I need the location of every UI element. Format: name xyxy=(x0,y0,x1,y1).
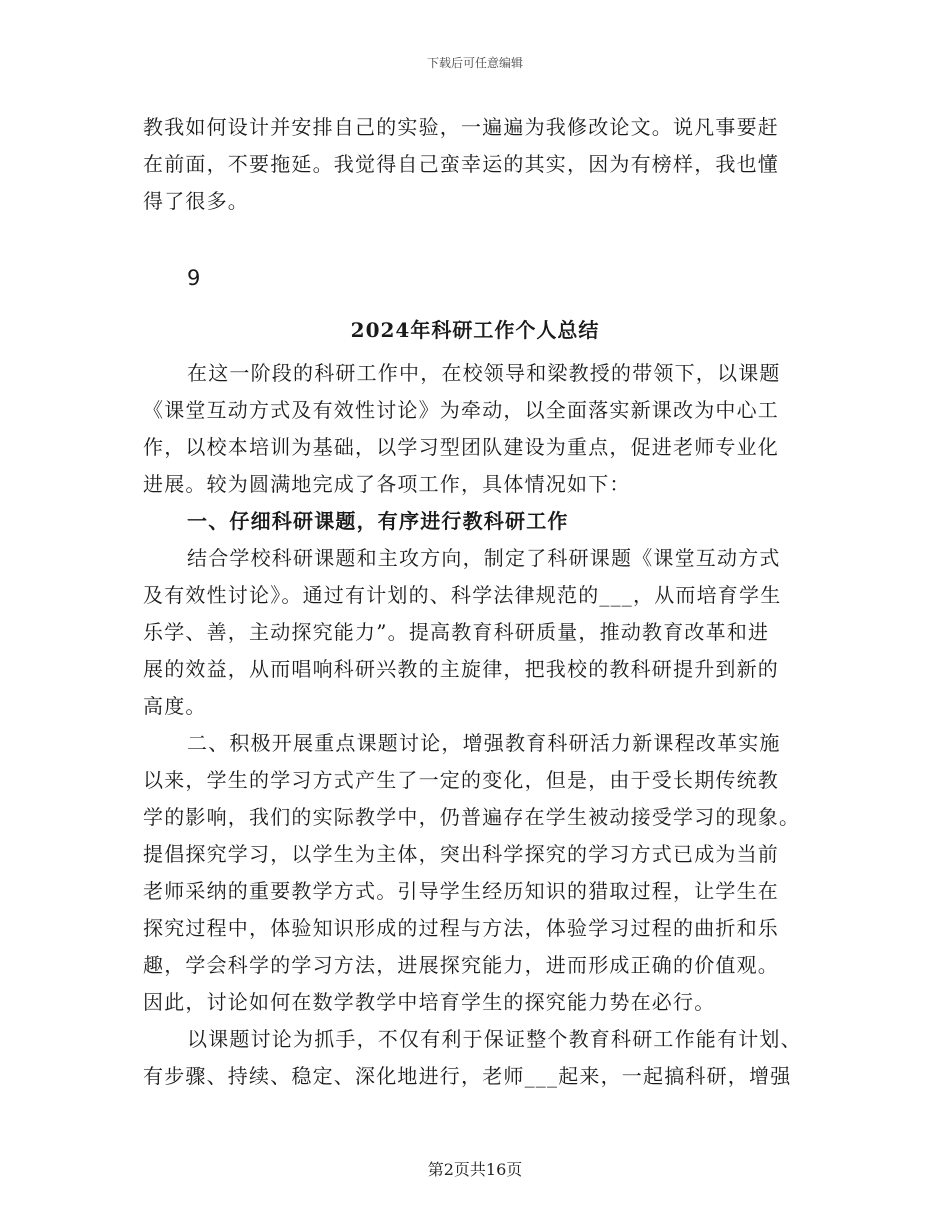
section-heading: 一、仔细科研课题，有序进行教科研工作 xyxy=(187,509,569,533)
text-line: 探究过程中，体验知识形成的过程与方法，体验学习过程的曲折和乐 xyxy=(143,916,779,940)
text-line: 趣，学会科学的学习方法，进展探究能力，进而形成正确的价值观。 xyxy=(143,953,779,977)
document-title: 2024年科研工作个人总结 xyxy=(350,318,600,342)
text-line: 在前面，不要拖延。我觉得自己蛮幸运的其实，因为有榜样，我也懂 xyxy=(143,152,779,176)
page-header: 下载后可任意编辑 xyxy=(426,56,523,70)
text-line: 学的影响，我们的实际教学中，仍普遍存在学生被动接受学习的现象。 xyxy=(143,805,801,829)
text-line: 以来，学生的学习方式产生了一定的变化，但是，由于受长期传统教 xyxy=(143,768,779,792)
text-line: 高度。 xyxy=(143,694,207,718)
text-line: 得了很多。 xyxy=(143,189,249,213)
text-line: 老师采纳的重要教学方式。引导学生经历知识的猎取过程，让学生在 xyxy=(143,879,779,903)
text-line: 有步骤、持续、稳定、深化地进行，老师___起来，一起搞科研，增强 xyxy=(143,1064,792,1088)
text-line: 因此，讨论如何在数学教学中培育学生的探究能力势在必行。 xyxy=(143,990,716,1014)
text-line: 展的效益，从而唱响科研兴教的主旋律，把我校的教科研提升到新的 xyxy=(143,657,779,681)
text-line: 作，以校本培训为基础，以学习型团队建设为重点，促进老师专业化 xyxy=(143,435,779,459)
text-line: 《课堂互动方式及有效性讨论》为牵动，以全面落实新课改为中心工 xyxy=(143,398,779,422)
text-line: 教我如何设计并安排自己的实验，一遍遍为我修改论文。说凡事要赶 xyxy=(143,115,779,139)
text-line: 二、积极开展重点课题讨论，增强教育科研活力新课程改革实施 xyxy=(187,731,781,755)
text-line: 提倡探究学习，以学生为主体，突出科学探究的学习方式已成为当前 xyxy=(143,842,779,866)
text-line: 在这一阶段的科研工作中，在校领导和梁教授的带领下，以课题 xyxy=(187,361,781,385)
section-number: 9 xyxy=(187,266,201,290)
text-line: 乐学、善，主动探究能力”。提高教育科研质量，推动教育改革和进 xyxy=(143,620,770,644)
text-line: 及有效性讨论》。通过有计划的、科学法律规范的___，从而培育学生 xyxy=(143,583,782,607)
text-line: 进展。较为圆满地完成了各项工作，具体情况如下： xyxy=(143,472,631,496)
text-line: 以课题讨论为抓手，不仅有利于保证整个教育科研工作能有计划、 xyxy=(187,1027,802,1051)
text-line: 结合学校科研课题和主攻方向，制定了科研课题《课堂互动方式 xyxy=(187,546,781,570)
page-footer: 第2页共16页 xyxy=(427,1160,523,1179)
